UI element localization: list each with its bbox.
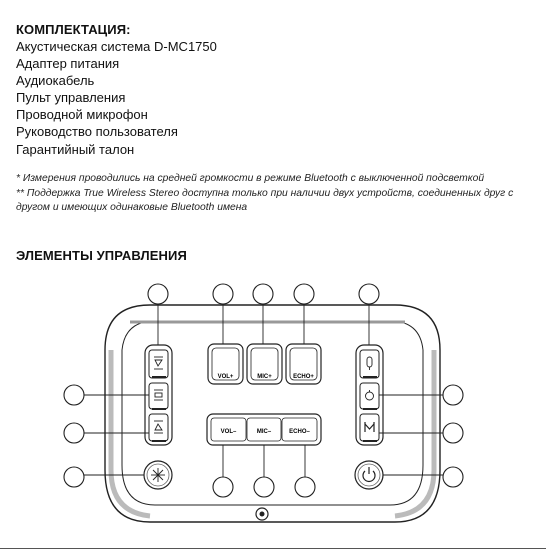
callout-marker: [443, 467, 463, 487]
eq-low-button[interactable]: [149, 414, 168, 441]
footnote-tws: ** Поддержка True Wireless Stereo доступна только при наличии двух устройств, соединенных друг с другом и имеющих одинаковые Bluetooth имена: [16, 188, 514, 213]
echo-up-label: ECHO+: [293, 374, 314, 380]
callout-marker: [443, 423, 463, 443]
callout-marker: [443, 385, 463, 405]
light-effect-icon: [151, 468, 165, 482]
footnote-measurement: * Измерения проводились на средней громкости в режиме Bluetooth с выключенной подсветкой: [16, 173, 485, 184]
callout-marker: [213, 477, 233, 497]
vol-down-label: VOL–: [220, 429, 237, 435]
callout-marker: [64, 385, 84, 405]
callout-marker: [213, 284, 233, 304]
control-panel-diagram: [0, 280, 546, 542]
kit-item: Аудиокабель: [16, 73, 95, 89]
vol-up-label: VOL+: [217, 374, 234, 380]
callout-marker: [359, 284, 379, 304]
callout-marker: [253, 284, 273, 304]
mode-button[interactable]: [360, 383, 379, 409]
bottom-divider: [0, 548, 546, 549]
kit-item: Адаптер питания: [16, 56, 120, 72]
callout-marker: [64, 467, 84, 487]
mic-down-label: MIC–: [256, 429, 272, 435]
eq-high-button[interactable]: [149, 350, 168, 378]
footnotes: [16, 172, 536, 216]
kit-item: Проводной микрофон: [16, 107, 148, 123]
kit-item: Акустическая система D-MC1750: [16, 39, 217, 54]
power-button[interactable]: [355, 461, 383, 489]
kit-item: Гарантийный талон: [16, 141, 135, 157]
kit-item: Пульт управления: [16, 90, 126, 106]
callout-marker: [295, 477, 315, 497]
mic-priority-button[interactable]: [360, 350, 379, 378]
callout-marker: [64, 423, 84, 443]
mic-up-label: MIC+: [257, 374, 272, 380]
echo-down-label: ECHO–: [289, 429, 310, 435]
callout-marker: [294, 284, 314, 304]
kit-heading: КОМПЛЕКТАЦИЯ:: [16, 22, 131, 37]
kit-list: [16, 38, 217, 158]
callout-marker: [148, 284, 168, 304]
controls-heading: ЭЛЕМЕНТЫ УПРАВЛЕНИЯ: [16, 248, 187, 263]
callout-marker: [254, 477, 274, 497]
eq-mid-button[interactable]: [149, 383, 168, 409]
kit-item: Руководство пользователя: [16, 124, 178, 140]
tws-button[interactable]: [360, 414, 379, 441]
